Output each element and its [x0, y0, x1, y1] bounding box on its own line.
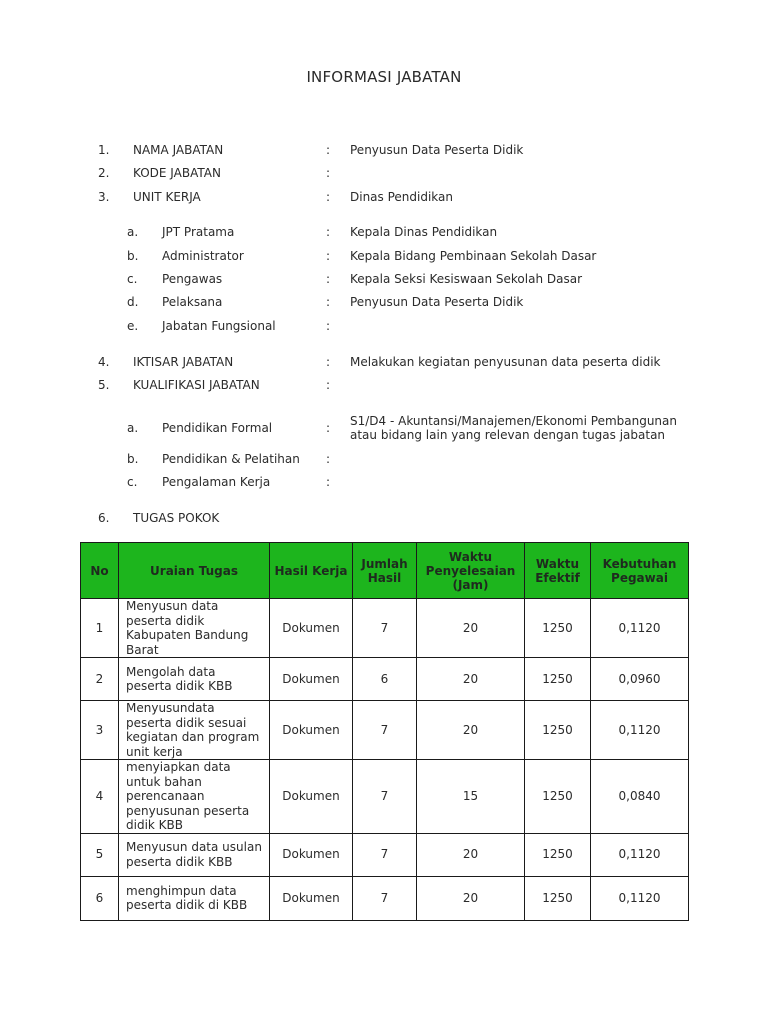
cell-no: 1: [81, 599, 119, 658]
field-value: Dinas Pendidikan: [350, 190, 453, 204]
cell-kebutuhan: 0,1120: [591, 876, 689, 920]
field-label: NAMA JABATAN: [133, 143, 224, 157]
cell-waktu: 20: [417, 701, 525, 760]
item-label: Pendidikan & Pelatihan: [162, 452, 300, 466]
cell-efektif: 1250: [525, 876, 591, 920]
field-number: 1.: [98, 143, 110, 157]
field-colon: :: [326, 355, 331, 369]
page-title: INFORMASI JABATAN: [306, 68, 462, 86]
item-value: Kepala Dinas Pendidikan: [350, 225, 498, 239]
cell-jumlah: 7: [353, 760, 417, 834]
cell-no: 4: [81, 760, 119, 834]
cell-jumlah: 7: [353, 876, 417, 920]
field-colon: :: [326, 166, 331, 180]
cell-jumlah: 7: [353, 701, 417, 760]
cell-efektif: 1250: [525, 599, 591, 658]
cell-efektif: 1250: [525, 833, 591, 876]
cell-jumlah: 6: [353, 658, 417, 701]
kualifikasi-item: [0, 452, 768, 466]
cell-hasil: Dokumen: [270, 833, 353, 876]
cell-no: 5: [81, 833, 119, 876]
item-colon: :: [326, 475, 331, 489]
field-colon: :: [326, 190, 331, 204]
item-colon: :: [326, 249, 331, 263]
cell-waktu: 20: [417, 833, 525, 876]
field-number: 3.: [98, 190, 110, 204]
cell-waktu: 20: [417, 876, 525, 920]
item-letter: a.: [127, 225, 139, 239]
table-header-row: [81, 543, 689, 599]
table-row: [81, 833, 689, 876]
field-ikhtisar-jabatan: [0, 355, 768, 369]
cell-jumlah: 7: [353, 833, 417, 876]
field-colon: :: [326, 143, 331, 157]
cell-uraian: Menyusun data usulan peserta didik KBB: [119, 833, 270, 876]
item-value: Penyusun Data Peserta Didik: [350, 295, 524, 309]
item-value: Kepala Seksi Kesiswaan Sekolah Dasar: [350, 272, 583, 286]
table-row: [81, 760, 689, 834]
item-value: Kepala Bidang Pembinaan Sekolah Dasar: [350, 249, 597, 263]
field-value: Penyusun Data Peserta Didik: [350, 143, 524, 157]
cell-kebutuhan: 0,0960: [591, 658, 689, 701]
cell-jumlah: 7: [353, 599, 417, 658]
cell-kebutuhan: 0,1120: [591, 701, 689, 760]
cell-uraian: Mengolah data peserta didik KBB: [119, 658, 270, 701]
field-label: TUGAS POKOK: [133, 511, 220, 525]
item-letter: c.: [127, 475, 138, 489]
item-label: Jabatan Fungsional: [162, 319, 276, 333]
cell-hasil: Dokumen: [270, 760, 353, 834]
cell-efektif: 1250: [525, 658, 591, 701]
cell-kebutuhan: 0,0840: [591, 760, 689, 834]
header-no: No: [81, 543, 119, 599]
field-number: 6.: [98, 511, 110, 525]
field-value: Melakukan kegiatan penyusunan data peserta didik: [350, 355, 661, 369]
field-number: 4.: [98, 355, 110, 369]
cell-uraian: menyiapkan data untuk bahan perencanaan penyusunan peserta didik KBB: [119, 760, 270, 834]
cell-no: 3: [81, 701, 119, 760]
field-colon: :: [326, 378, 331, 392]
item-label: Pengawas: [162, 272, 223, 286]
cell-efektif: 1250: [525, 760, 591, 834]
header-waktu-penyelesaian: Waktu Penyelesaian (Jam): [417, 543, 525, 599]
field-label: UNIT KERJA: [133, 190, 201, 204]
header-jumlah-hasil: Jumlah Hasil: [353, 543, 417, 599]
cell-kebutuhan: 0,1120: [591, 833, 689, 876]
item-colon: :: [326, 295, 331, 309]
kualifikasi-item: [0, 475, 768, 489]
item-letter: d.: [127, 295, 139, 309]
table-row: [81, 658, 689, 701]
field-nama-jabatan: [0, 143, 768, 157]
table-row: [81, 876, 689, 920]
field-number: 5.: [98, 378, 110, 392]
cell-kebutuhan: 0,1120: [591, 599, 689, 658]
header-kebutuhan-pegawai: Kebutuhan Pegawai: [591, 543, 689, 599]
cell-uraian: Menyusun data peserta didik Kabupaten Bandung Barat: [119, 599, 270, 658]
table-row: [81, 701, 689, 760]
cell-hasil: Dokumen: [270, 599, 353, 658]
tugas-pokok-table: [80, 542, 689, 921]
cell-no: 2: [81, 658, 119, 701]
header-uraian-tugas: Uraian Tugas: [119, 543, 270, 599]
item-colon: :: [326, 272, 331, 286]
unit-kerja-item: [0, 225, 768, 239]
cell-uraian: menghimpun data peserta didik di KBB: [119, 876, 270, 920]
item-colon: :: [326, 421, 331, 435]
cell-hasil: Dokumen: [270, 876, 353, 920]
item-colon: :: [326, 452, 331, 466]
item-letter: e.: [127, 319, 139, 333]
item-label: Pelaksana: [162, 295, 223, 309]
field-number: 2.: [98, 166, 110, 180]
cell-waktu: 20: [417, 599, 525, 658]
field-unit-kerja: [0, 190, 768, 204]
item-letter: a.: [127, 421, 139, 435]
item-label: Administrator: [162, 249, 244, 263]
kualifikasi-item: [0, 414, 768, 442]
field-tugas-pokok: [0, 511, 768, 525]
item-label: Pengalaman Kerja: [162, 475, 271, 489]
table-row: [81, 599, 689, 658]
item-label: Pendidikan Formal: [162, 421, 273, 435]
field-kode-jabatan: [0, 166, 768, 180]
field-kualifikasi-jabatan: [0, 378, 768, 392]
field-label: KODE JABATAN: [133, 166, 221, 180]
header-hasil-kerja: Hasil Kerja: [270, 543, 353, 599]
unit-kerja-item: [0, 272, 768, 286]
unit-kerja-item: [0, 249, 768, 263]
cell-hasil: Dokumen: [270, 658, 353, 701]
header-waktu-efektif: Waktu Efektif: [525, 543, 591, 599]
field-label: KUALIFIKASI JABATAN: [133, 378, 260, 392]
unit-kerja-item: [0, 319, 768, 333]
item-label: JPT Pratama: [162, 225, 235, 239]
cell-uraian: Menyusundata peserta didik sesuai kegiatan dan program unit kerja: [119, 701, 270, 760]
item-letter: b.: [127, 452, 139, 466]
item-letter: b.: [127, 249, 139, 263]
unit-kerja-item: [0, 295, 768, 309]
cell-hasil: Dokumen: [270, 701, 353, 760]
cell-efektif: 1250: [525, 701, 591, 760]
field-label: IKTISAR JABATAN: [133, 355, 234, 369]
cell-waktu: 15: [417, 760, 525, 834]
item-colon: :: [326, 319, 331, 333]
item-value: S1/D4 - Akuntansi/Manajemen/Ekonomi Pembangunan atau bidang lain yang relevan dengan tugas jabatan: [350, 414, 677, 442]
cell-no: 6: [81, 876, 119, 920]
item-colon: :: [326, 225, 331, 239]
item-letter: c.: [127, 272, 138, 286]
cell-waktu: 20: [417, 658, 525, 701]
